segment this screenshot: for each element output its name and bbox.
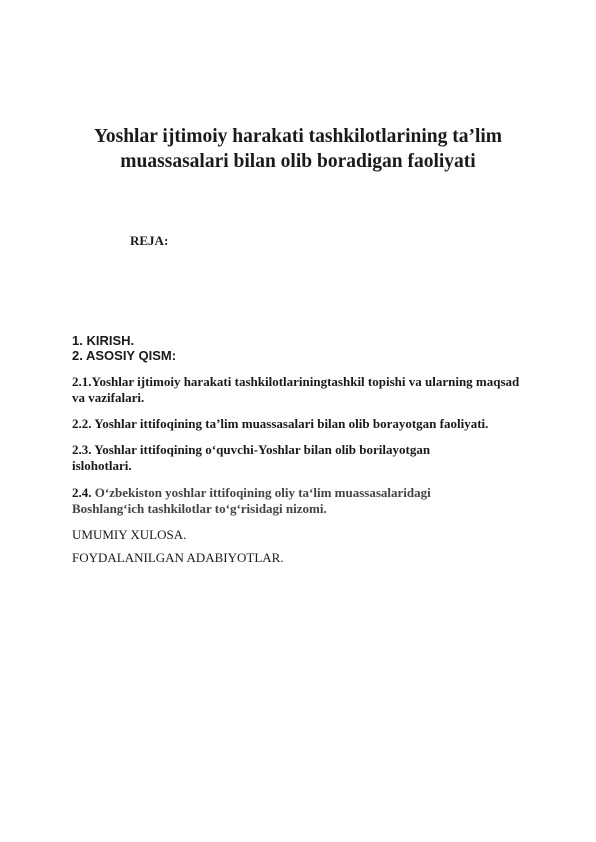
plan-item-conclusion: UMUMIY XULOSA. [72, 527, 187, 542]
plan-item-2-2: 2.2. Yoshlar ittifoqining ta’lim muassasalari bilan olib borayotgan faoliyati. [72, 416, 489, 431]
document-title: Yoshlar ijtimoiy harakati tashkilotlarining ta’lim muassasalari bilan olib boradigan faoliyati [93, 126, 503, 172]
plan-item-2-4 [72, 485, 482, 517]
plan-item-2-4-number: 2.4. [72, 485, 92, 500]
plan-item-main-part: 2. ASOSIY QISM: [72, 348, 177, 363]
plan-heading: REJA: [130, 233, 169, 248]
plan-item-2-3: 2.3. Yoshlar ittifoqining o‘quvchi-Yoshlar bilan olib borilayotgan islohotlari. [72, 442, 431, 473]
plan-item-introduction: 1. KIRISH. [72, 333, 135, 348]
plan-item-references: FOYDALANILGAN ADABIYOTLAR. [72, 550, 284, 565]
plan-item-2-1: 2.1.Yoshlar ijtimoiy harakati tashkilotlariningtashkil topishi va ularning maqsad va vazifalari. [72, 374, 520, 405]
plan-item-2-4-label: O‘zbekiston yoshlar ittifoqining oliy ta‘lim muassasalaridagi Boshlang‘ich tashkilotlar to‘g‘risidagi nizomi. [72, 485, 431, 516]
